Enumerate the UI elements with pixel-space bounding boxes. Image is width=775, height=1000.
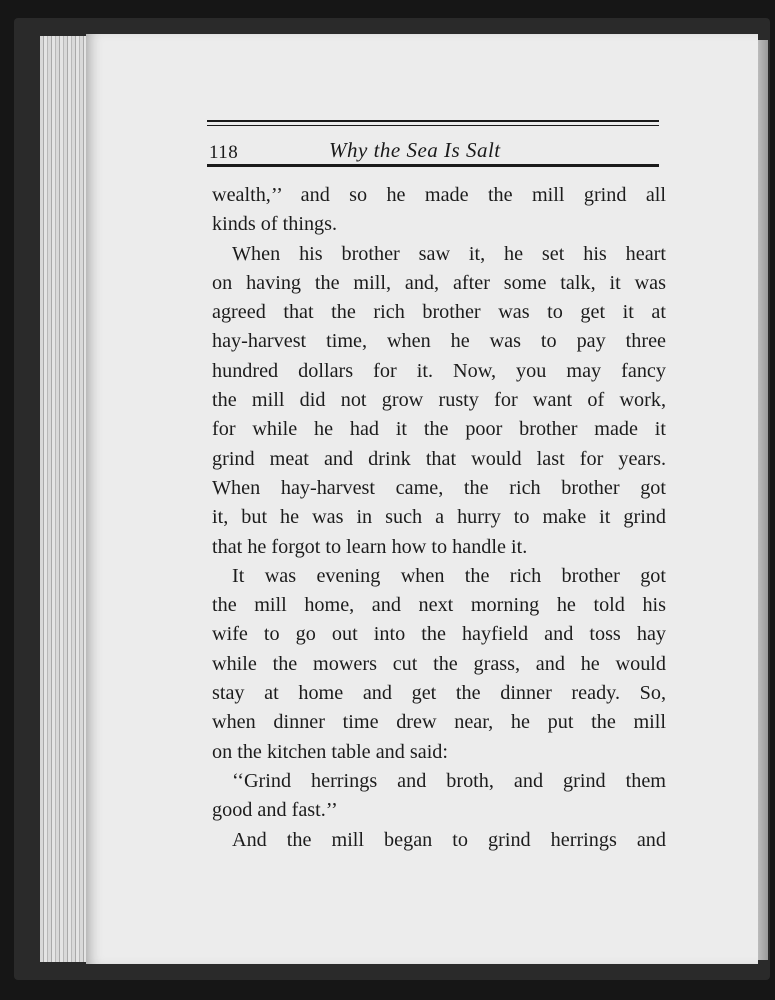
text-line: while the mowers cut the grass, and he would	[212, 652, 666, 675]
text-line: for while he had it the poor brother made it	[212, 418, 666, 441]
text-line: the mill did not grow rusty for want of work,	[212, 389, 666, 412]
text-line: stay at home and get the dinner ready. So,	[212, 682, 666, 705]
text-line: When his brother saw it, he set his heart	[232, 242, 666, 265]
running-title: Why the Sea Is Salt	[329, 138, 501, 162]
text-line: hay-harvest time, when he was to pay three	[212, 330, 666, 353]
header-rule-top	[207, 120, 659, 122]
text-line: that he forgot to learn how to handle it.	[212, 535, 528, 558]
text-line: kinds of things.	[212, 213, 338, 236]
text-line: agreed that the rich brother was to get it at	[212, 301, 666, 324]
text-line: on having the mill, and, after some talk, it was	[212, 271, 666, 294]
header-rule-bottom	[207, 164, 659, 167]
text-line: the mill home, and next morning he told his	[212, 594, 666, 617]
header-row	[207, 126, 659, 163]
text-line: And the mill began to grind herrings and	[232, 828, 666, 851]
text-line: wealth,’’ and so he made the mill grind all	[212, 184, 666, 206]
running-header	[207, 120, 659, 167]
text-line: hundred dollars for it. Now, you may fancy	[212, 359, 666, 382]
text-line: it, but he was in such a hurry to make it grind	[212, 506, 666, 529]
text-line: good and fast.’’	[212, 799, 338, 822]
page-edges	[40, 36, 92, 962]
body-text	[212, 181, 666, 855]
text-line: It was evening when the rich brother got	[232, 564, 666, 587]
text-line: when dinner time drew near, he put the mill	[212, 711, 666, 734]
page-number: 118	[209, 142, 239, 163]
text-line: wife to go out into the hayfield and toss hay	[212, 623, 666, 646]
text-line: grind meat and drink that would last for years.	[212, 447, 666, 470]
text-line: ‘‘Grind herrings and broth, and grind them	[232, 769, 666, 792]
text-line: on the kitchen table and said:	[212, 740, 449, 763]
text-line: When hay-harvest came, the rich brother got	[212, 476, 666, 499]
